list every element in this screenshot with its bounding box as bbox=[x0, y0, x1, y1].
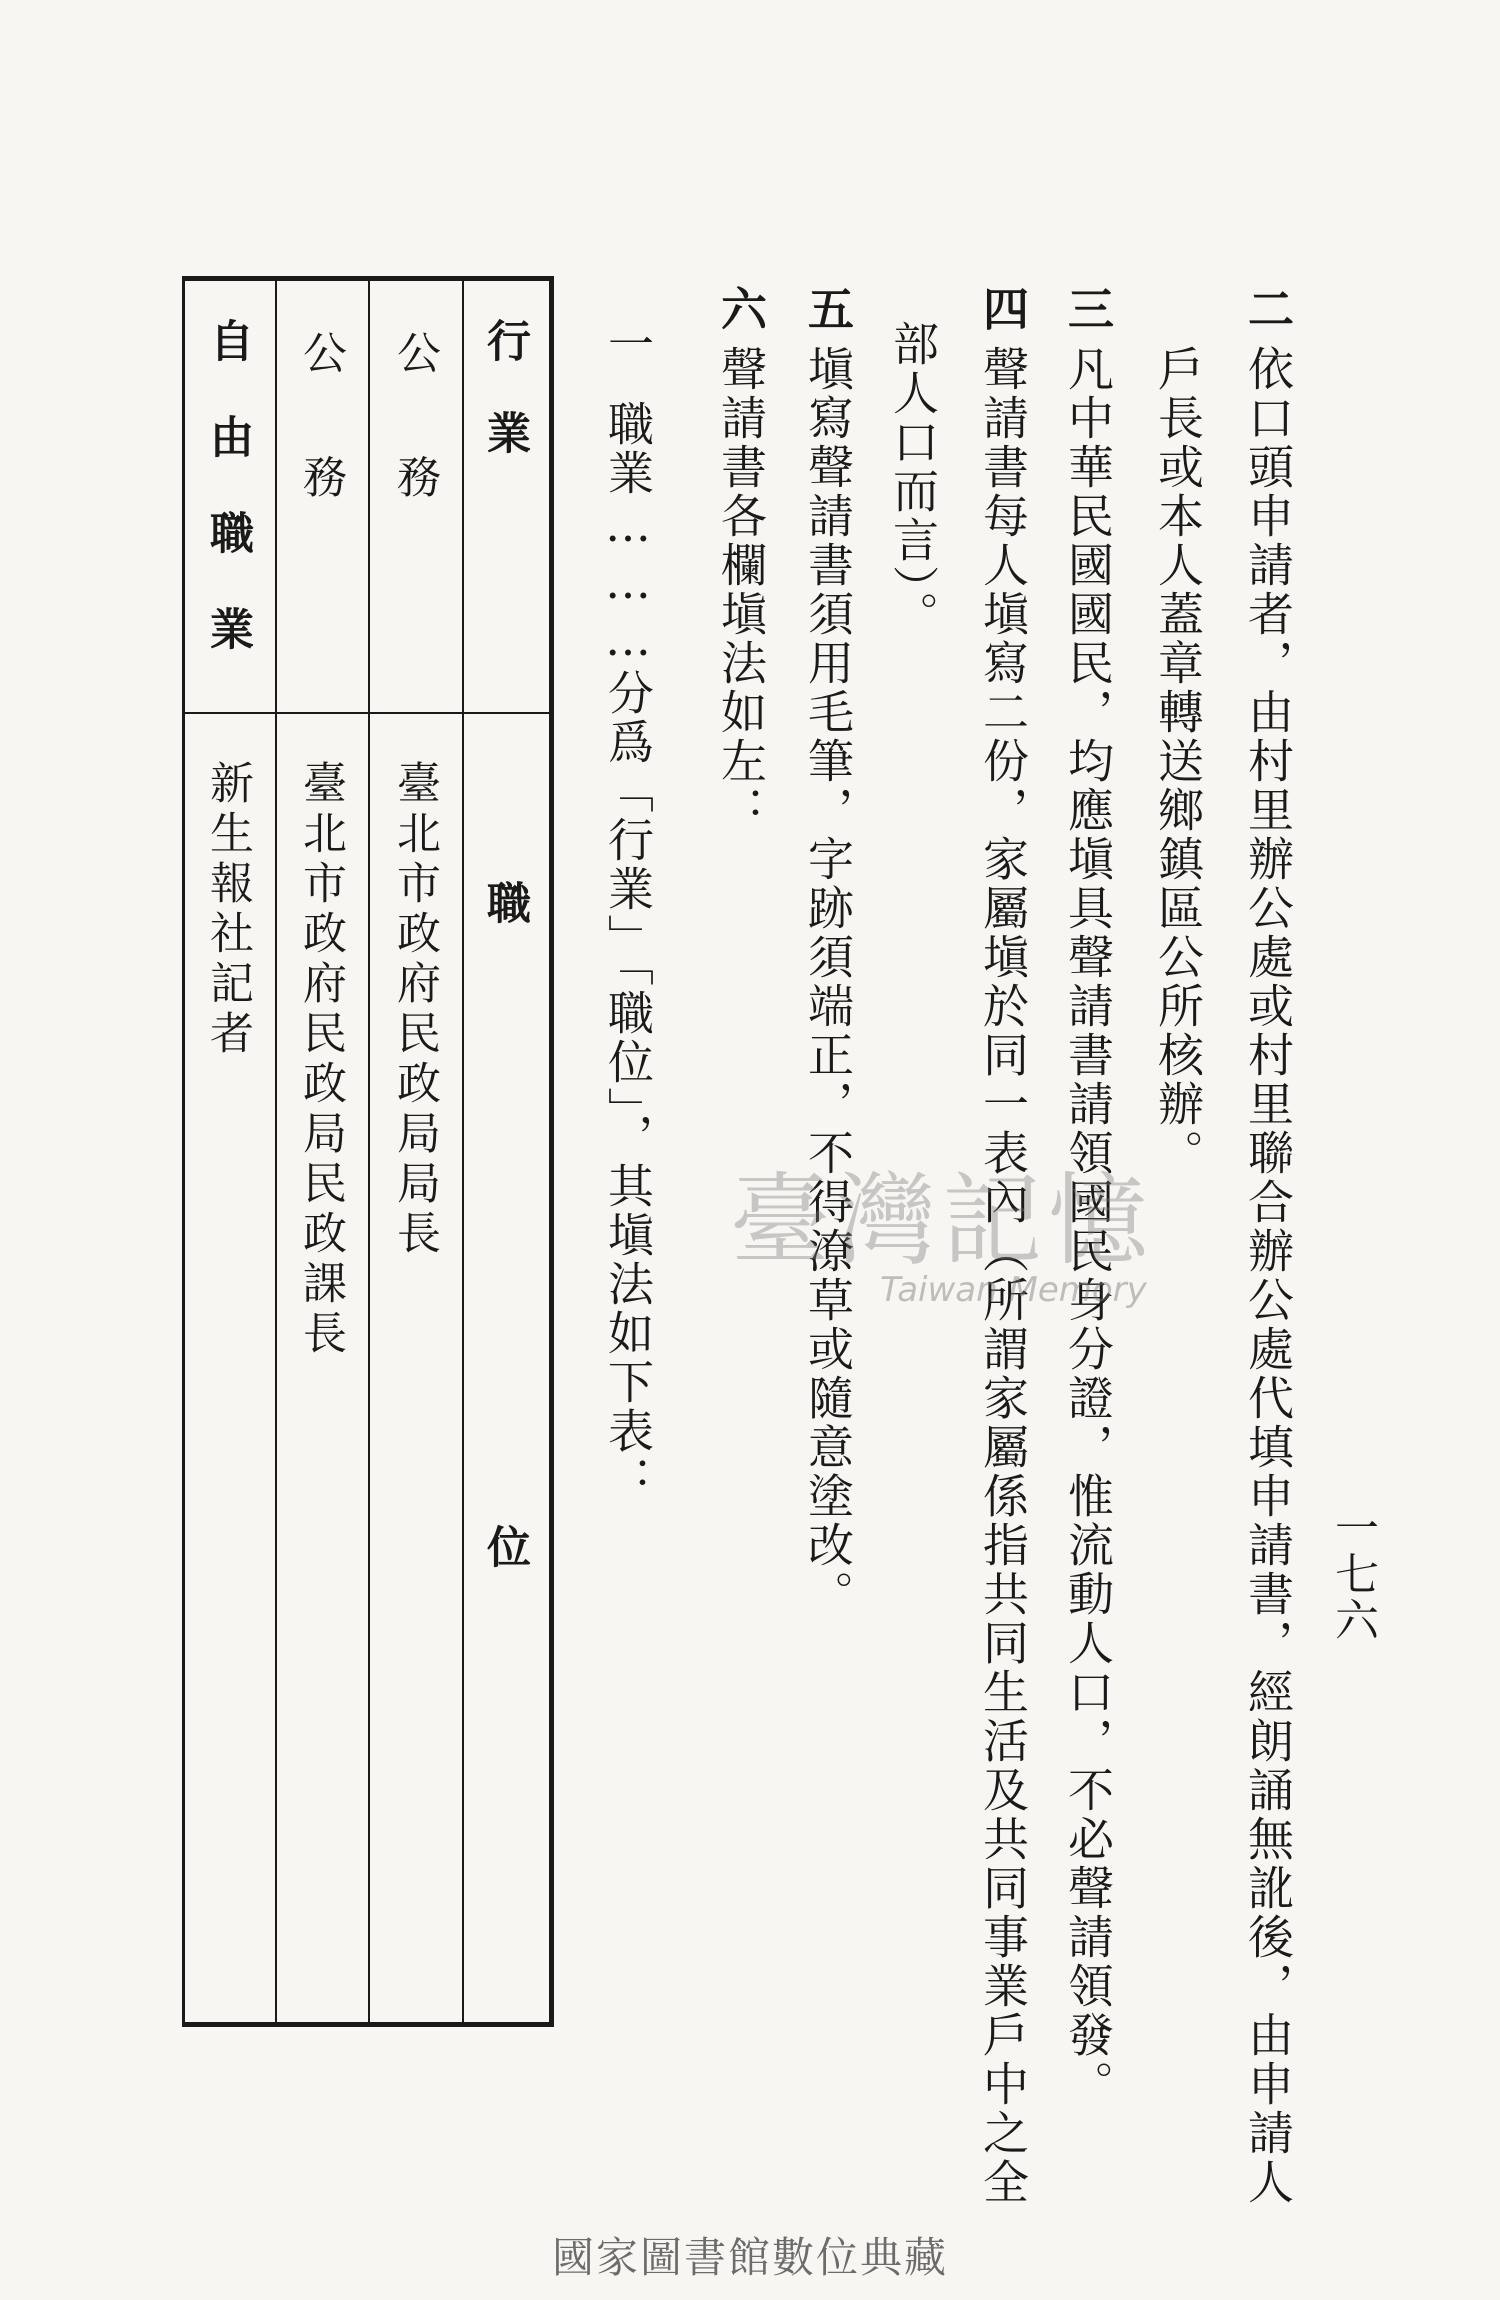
header-position-char-1: 職位 bbox=[479, 880, 530, 2168]
header-position bbox=[479, 880, 530, 2168]
item-number-4: 四 bbox=[976, 285, 1030, 331]
item-3-line-1: 凡中華民國國民，均應塡具聲請書請領國民身分證，惟流動人口，不必聲請領發。 bbox=[1061, 345, 1115, 2109]
watermark-logo-cn: 臺灣記憶 bbox=[730, 1162, 1154, 1279]
watermark-logo-en: Taiwan Memory bbox=[880, 1270, 1147, 1310]
item-4-line-2: 部人口而言）。 bbox=[886, 320, 940, 640]
item-number-2: 二 bbox=[1241, 285, 1295, 331]
subitem-1-text: 職業………分爲「行業」「職位」，其塡法如下表： bbox=[601, 400, 655, 1505]
item-number-3: 三 bbox=[1061, 285, 1115, 331]
row-3-industry: 自由職業 bbox=[202, 318, 253, 702]
row-1-position: 臺北市政府民政局局長 bbox=[389, 760, 440, 1260]
row-2-industry: 公務 bbox=[295, 330, 346, 578]
row-2-position: 臺北市政府民政局民政課長 bbox=[295, 760, 346, 1360]
row-1-industry: 公務 bbox=[389, 330, 440, 578]
item-5-line-1: 塡寫聲請書須用毛筆，字跡須端正，不得潦草或隨意塗改。 bbox=[801, 345, 855, 1619]
subitem-number-1: 一 bbox=[601, 320, 655, 366]
row-3-position: 新生報社記者 bbox=[202, 760, 253, 1060]
item-2-line-2: 戶長或本人蓋章轉送鄉鎮區公所核辦。 bbox=[1151, 345, 1205, 1178]
footer-collection-label: 國家圖書館數位典藏 bbox=[551, 2233, 948, 2282]
header-industry: 行業 bbox=[479, 318, 530, 502]
item-number-6: 六 bbox=[714, 285, 768, 331]
item-6-line-1: 聲請書各欄塡法如左： bbox=[714, 345, 768, 835]
page-number: 一七六 bbox=[1327, 1505, 1378, 1643]
item-4-line-1: 聲請書每人塡寫二份，家屬塡於同一表內（所謂家屬係指共同生活及共同事業戶中之全 bbox=[976, 345, 1030, 2207]
item-2-line-1: 依口頭申請者，由村里辦公處或村里聯合辦公處代填申請書，經朗誦無訛後，由申請人 bbox=[1241, 345, 1295, 2207]
item-number-5: 五 bbox=[801, 285, 855, 331]
